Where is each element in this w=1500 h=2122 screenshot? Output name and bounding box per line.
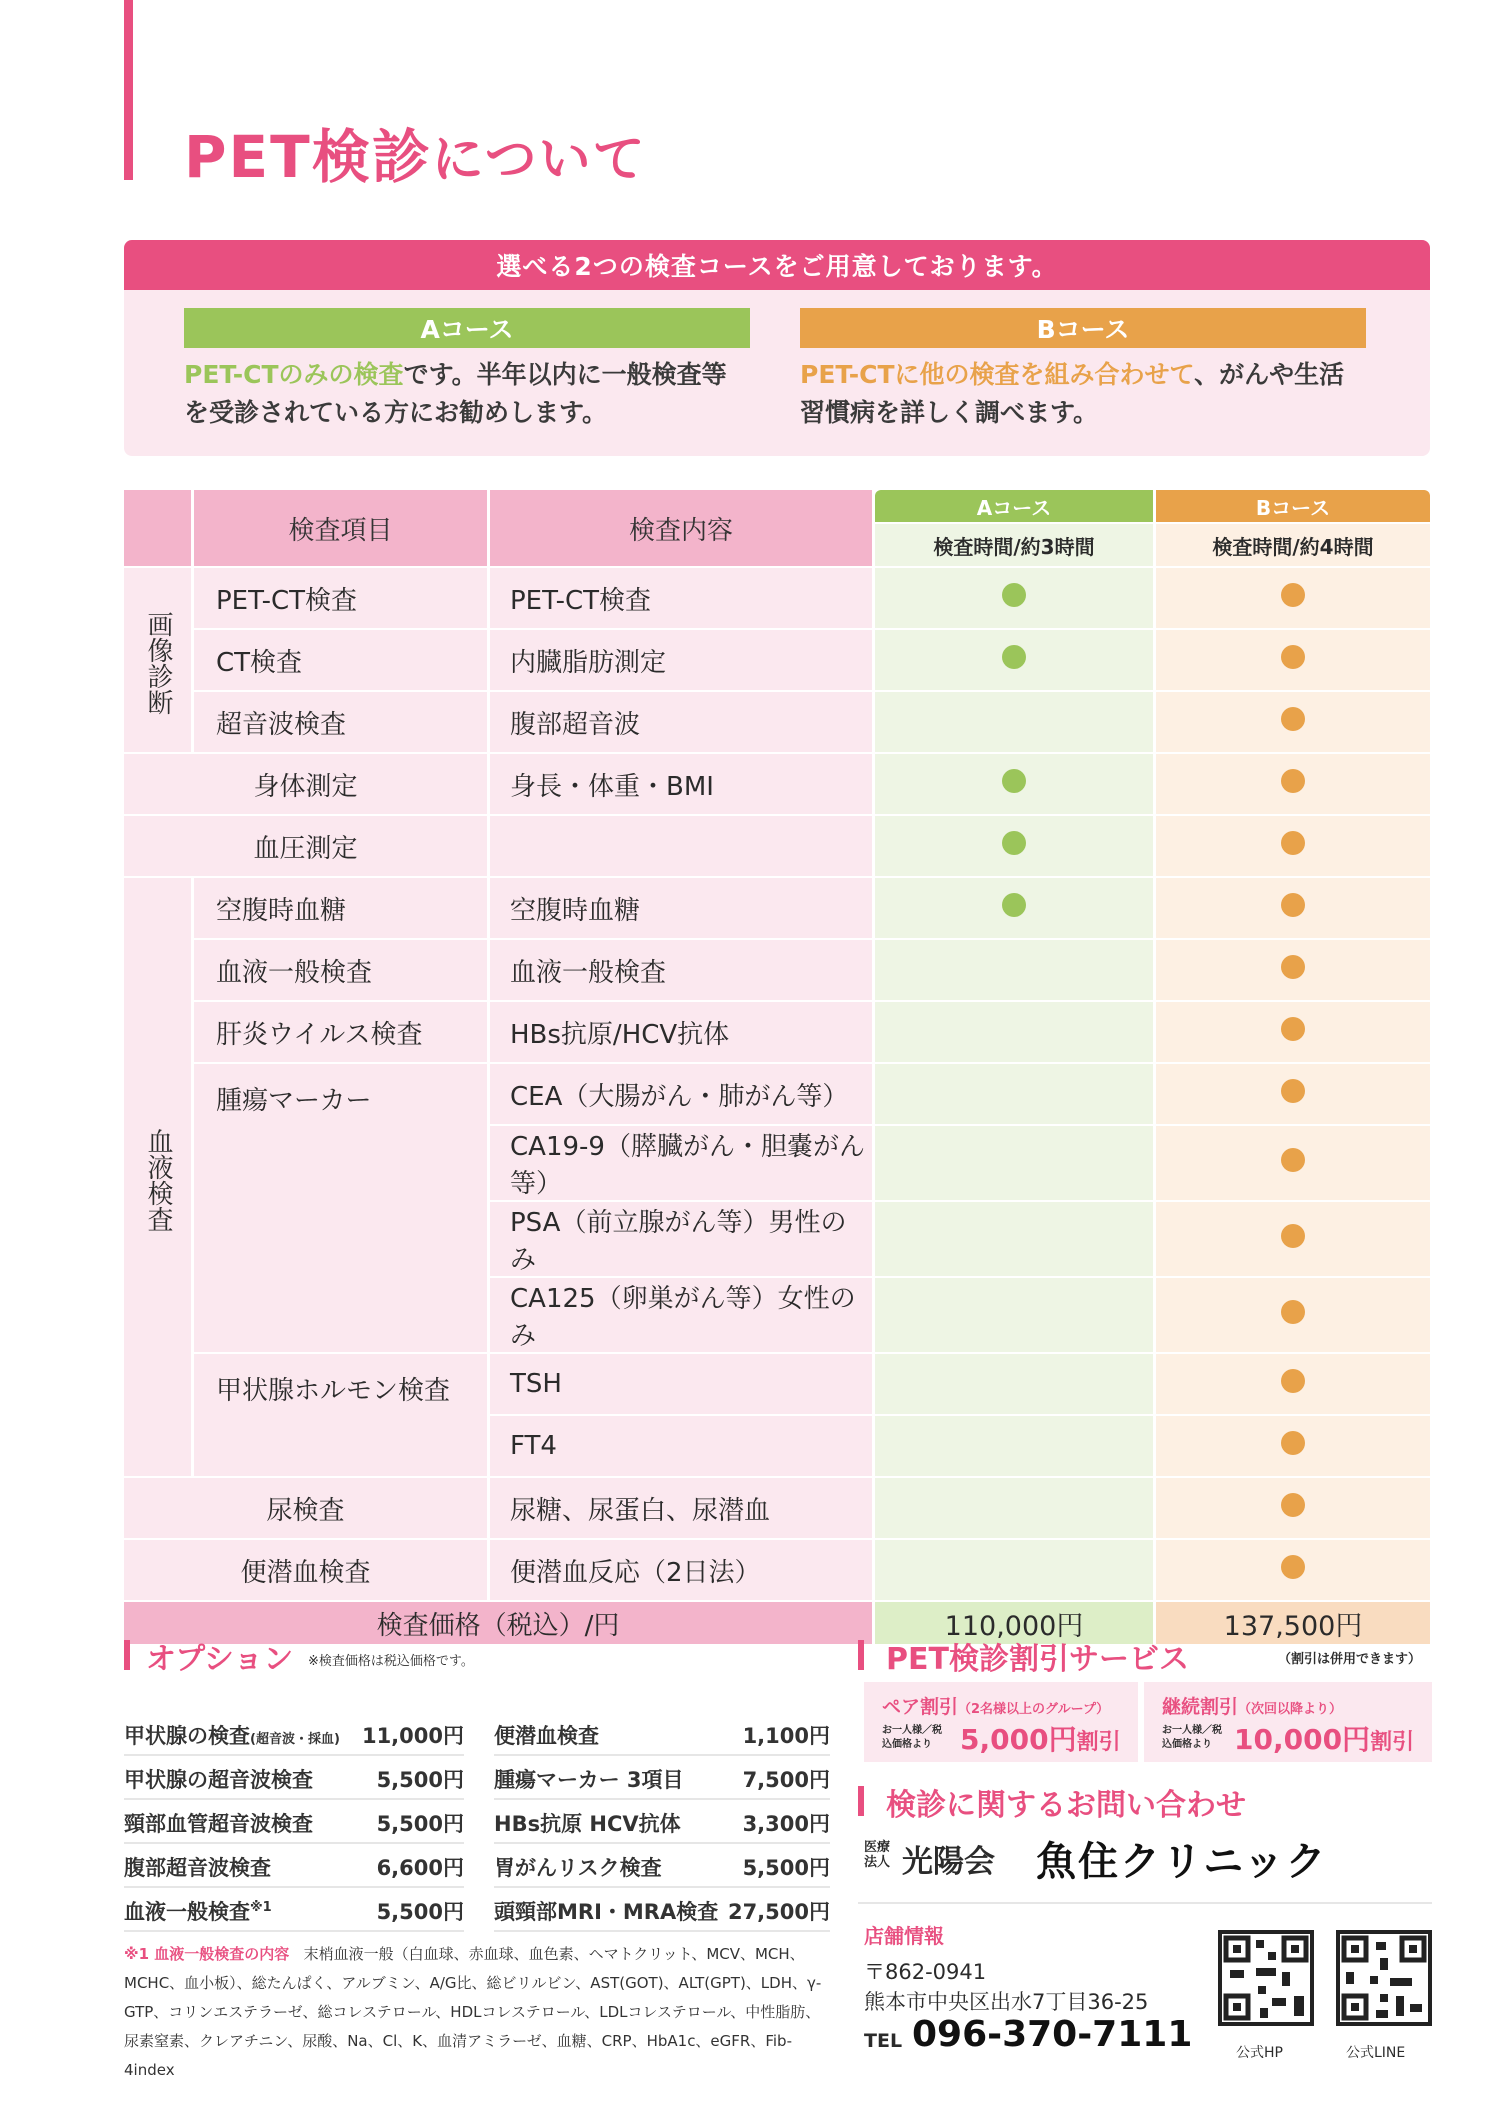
course-a-label: Aコース xyxy=(184,308,750,348)
course-b-cell xyxy=(1156,1278,1430,1354)
contact-title: 検診に関するお問い合わせ xyxy=(886,1788,1246,1823)
exam-content: PET-CT検査 xyxy=(490,568,875,630)
option-price: 1,100円 xyxy=(742,1724,830,1748)
table-row xyxy=(124,940,1430,1002)
header-content: 検査内容 xyxy=(490,490,875,568)
course-a-cell xyxy=(875,1002,1156,1064)
course-b-included-dot xyxy=(1281,583,1305,607)
pair-discount-label: ペア割引（2名様以上のグループ） xyxy=(882,1696,1110,1718)
price-course-a: 110,000円 xyxy=(875,1602,1156,1646)
course-b-included-dot xyxy=(1281,893,1305,917)
header-item: 検査項目 xyxy=(194,490,490,568)
course-a-included-dot xyxy=(1002,583,1026,607)
corp-type: 医療法人 xyxy=(864,1840,891,1870)
course-b-cell xyxy=(1156,1126,1430,1202)
course-intro-heading: 選べる2つの検査コースをご用意しております。 xyxy=(124,240,1430,290)
option-price: 5,500円 xyxy=(376,1900,464,1924)
address: 熊本市中央区出水7丁目36-25 xyxy=(864,1990,1149,2014)
course-a-included-dot xyxy=(1002,769,1026,793)
option-name-text: 腹部超音波検査 xyxy=(124,1856,271,1880)
course-a-included-dot xyxy=(1002,831,1026,855)
header-course-a-time: 検査時間/約3時間 xyxy=(875,524,1156,568)
exam-content: TSH xyxy=(490,1354,875,1416)
clinic-name: 魚住クリニック xyxy=(1036,1839,1328,1885)
table-row xyxy=(124,630,1430,692)
exam-item: 腫瘍マーカー xyxy=(194,1064,490,1354)
course-a-cell xyxy=(875,692,1156,754)
option-row xyxy=(494,1896,830,1926)
exam-content: CA125（卵巣がん等）女性のみ xyxy=(490,1278,875,1354)
course-b-cell xyxy=(1156,1540,1430,1602)
table-row xyxy=(124,1478,1430,1540)
option-name xyxy=(494,1808,681,1838)
category-blood-test: 血液検査 xyxy=(124,878,194,1478)
course-b-cell xyxy=(1156,1002,1430,1064)
option-row xyxy=(124,1852,464,1882)
option-name-text: 便潜血検査 xyxy=(494,1724,599,1748)
course-a-cell xyxy=(875,1354,1156,1416)
course-a-included-dot xyxy=(1002,893,1026,917)
table-row xyxy=(124,568,1430,630)
option-name xyxy=(494,1896,718,1926)
option-row xyxy=(494,1764,830,1794)
option-name xyxy=(124,1764,313,1794)
course-b-included-dot xyxy=(1281,769,1305,793)
options-footnote: ※1 血液一般検査の内容 末梢血液一般（白血球、赤血球、血色素、ヘマトクリット、MCV、MCH、MCHC、血小板）、総たんぱく、アルブミン、A/G比、総ビリルビン、AST(GOT)、ALT(GPT)、LDH、γ-GTP、コリンエステラーゼ、総コレステロール、HDLコレステロール、LDLコレステロール、中性脂肪、尿素窒素、クレアチニン、尿酸、Na、Cl、K、血清アミラーゼ、血糖、CRP、HbA1c、eGFR、Fib-4index xyxy=(124,1945,822,2079)
course-a-cell xyxy=(875,940,1156,1002)
exam-content: HBs抗原/HCV抗体 xyxy=(490,1002,875,1064)
option-divider xyxy=(124,1842,464,1844)
table-row xyxy=(124,754,1430,816)
option-price: 7,500円 xyxy=(742,1768,830,1792)
header-course-b: Bコース xyxy=(1156,490,1430,524)
continue-discount-amount: 10,000円割引 xyxy=(1234,1723,1415,1756)
option-name xyxy=(124,1852,271,1882)
course-b-included-dot xyxy=(1281,831,1305,855)
option-divider xyxy=(124,1798,464,1800)
option-row xyxy=(494,1852,830,1882)
course-a-cell xyxy=(875,754,1156,816)
option-divider xyxy=(494,1842,830,1844)
exam-item: PET-CT検査 xyxy=(194,568,490,630)
option-divider xyxy=(124,1754,464,1756)
discount-title: PET検診割引サービス xyxy=(886,1642,1189,1677)
exam-item: 甲状腺ホルモン検査 xyxy=(194,1354,490,1478)
course-b-included-dot xyxy=(1281,1431,1305,1455)
price-course-b: 137,500円 xyxy=(1156,1602,1430,1646)
table-row xyxy=(124,692,1430,754)
exam-content: 血液一般検査 xyxy=(490,940,875,1002)
header-blank xyxy=(124,490,194,568)
option-name-text: 甲状腺の検査 xyxy=(124,1724,250,1748)
discount-note: （割引は併用できます） xyxy=(1278,1652,1422,1667)
course-a-included-dot xyxy=(1002,645,1026,669)
option-name-text: 胃がんリスク検査 xyxy=(494,1856,662,1880)
category-image-diagnosis: 画像診断 xyxy=(124,568,194,754)
qr-label-line: 公式LINE xyxy=(1346,2045,1406,2061)
option-name-text: 腫瘍マーカー 3項目 xyxy=(494,1768,684,1792)
options-title: オプション xyxy=(146,1642,294,1677)
course-a-cell xyxy=(875,1202,1156,1278)
course-a-cell xyxy=(875,1064,1156,1126)
option-price: 3,300円 xyxy=(742,1812,830,1836)
course-b-included-dot xyxy=(1281,1079,1305,1103)
pair-discount-amount: 5,000円割引 xyxy=(960,1723,1121,1756)
exam-content: 内臓脂肪測定 xyxy=(490,630,875,692)
option-divider xyxy=(494,1754,830,1756)
qr-code-hp[interactable] xyxy=(1218,1930,1314,2026)
course-b-cell xyxy=(1156,1416,1430,1478)
table-row xyxy=(124,878,1430,940)
exam-content: 身長・体重・BMI xyxy=(490,754,875,816)
exam-content: 腹部超音波 xyxy=(490,692,875,754)
course-b-cell xyxy=(1156,816,1430,878)
exam-item: 身体測定 xyxy=(124,754,490,816)
options-marker xyxy=(124,1640,130,1670)
options-note: ※検査価格は税込価格です。 xyxy=(308,1654,474,1669)
continue-discount-small: お一人様／税込価格より xyxy=(1162,1725,1222,1750)
exam-content: CA19-9（膵臓がん・胆嚢がん等） xyxy=(490,1126,875,1202)
course-b-cell xyxy=(1156,878,1430,940)
course-a-cell xyxy=(875,630,1156,692)
store-info-label: 店舗情報 xyxy=(864,1924,944,1948)
option-name xyxy=(124,1808,313,1838)
table-row xyxy=(124,816,1430,878)
course-b-included-dot xyxy=(1281,1148,1305,1172)
option-row xyxy=(124,1720,464,1750)
course-b-included-dot xyxy=(1281,707,1305,731)
option-name-text: 甲状腺の超音波検査 xyxy=(124,1768,313,1792)
exam-item: 超音波検査 xyxy=(194,692,490,754)
course-a-cell xyxy=(875,1540,1156,1602)
course-a-cell xyxy=(875,568,1156,630)
course-a-cell xyxy=(875,816,1156,878)
option-price: 5,500円 xyxy=(376,1768,464,1792)
exam-item: 便潜血検査 xyxy=(124,1540,490,1602)
exam-item: 尿検査 xyxy=(124,1478,490,1540)
option-name xyxy=(494,1764,684,1794)
option-name-text: HBs抗原 HCV抗体 xyxy=(494,1812,681,1836)
option-divider xyxy=(124,1930,464,1932)
contact-divider xyxy=(858,1902,1432,1904)
course-b-label: Bコース xyxy=(800,308,1366,348)
course-a-cell xyxy=(875,1478,1156,1540)
tel-number[interactable]: 096-370-7111 xyxy=(912,2014,1193,2055)
option-row xyxy=(124,1764,464,1794)
option-sub: (超音波・採血) xyxy=(250,1732,340,1747)
table-row xyxy=(124,1002,1430,1064)
exam-item: 肝炎ウイルス検査 xyxy=(194,1002,490,1064)
price-label: 検査価格（税込）/円 xyxy=(124,1602,875,1646)
course-b-included-dot xyxy=(1281,1017,1305,1041)
page-title: PET検診について xyxy=(184,123,647,191)
exam-table xyxy=(124,490,1430,1646)
table-row xyxy=(124,1064,1430,1126)
course-a-description: PET-CTのみの検査です。半年以内に一般検査等 を受診されている方にお勧めします。 xyxy=(184,360,727,427)
option-name xyxy=(494,1852,662,1882)
option-name-text: 頭頸部MRI・MRA検査 xyxy=(494,1900,719,1924)
option-row xyxy=(124,1896,464,1926)
option-name xyxy=(124,1720,340,1750)
option-row xyxy=(494,1720,830,1750)
contact-marker xyxy=(858,1786,864,1816)
option-sub: ※1 xyxy=(250,1900,272,1915)
course-b-cell xyxy=(1156,1202,1430,1278)
qr-code-line[interactable] xyxy=(1336,1930,1432,2026)
course-b-cell xyxy=(1156,1064,1430,1126)
option-row xyxy=(494,1808,830,1838)
option-name xyxy=(124,1896,272,1926)
option-row xyxy=(124,1808,464,1838)
course-b-included-dot xyxy=(1281,1369,1305,1393)
course-b-cell xyxy=(1156,1478,1430,1540)
course-a-cell xyxy=(875,1278,1156,1354)
option-price: 6,600円 xyxy=(376,1856,464,1880)
course-b-included-dot xyxy=(1281,1555,1305,1579)
corp-name: 光陽会 xyxy=(902,1844,995,1880)
exam-item: 空腹時血糖 xyxy=(194,878,490,940)
option-name-text: 血液一般検査 xyxy=(124,1900,250,1924)
course-b-cell xyxy=(1156,754,1430,816)
course-b-cell xyxy=(1156,1354,1430,1416)
option-price: 5,500円 xyxy=(742,1856,830,1880)
course-a-cell xyxy=(875,1416,1156,1478)
continue-discount-label: 継続割引（次回以降より） xyxy=(1162,1696,1343,1718)
zip-code: 〒862-0941 xyxy=(864,1960,987,1984)
exam-content: 尿糖、尿蛋白、尿潜血 xyxy=(490,1478,875,1540)
option-name xyxy=(494,1720,599,1750)
course-b-included-dot xyxy=(1281,1224,1305,1248)
option-divider xyxy=(494,1798,830,1800)
course-b-cell xyxy=(1156,630,1430,692)
option-divider xyxy=(494,1886,830,1888)
qr-label-hp: 公式HP xyxy=(1236,2045,1283,2061)
option-divider xyxy=(124,1886,464,1888)
course-a-cell xyxy=(875,878,1156,940)
table-row xyxy=(124,1540,1430,1602)
course-b-description: PET-CTに他の検査を組み合わせて、がんや生活 習慣病を詳しく調べます。 xyxy=(800,360,1345,427)
course-b-included-dot xyxy=(1281,1300,1305,1324)
exam-item: CT検査 xyxy=(194,630,490,692)
exam-content: 空腹時血糖 xyxy=(490,878,875,940)
accent-bar xyxy=(124,0,133,180)
tel-label: TEL xyxy=(864,2030,903,2052)
exam-content: FT4 xyxy=(490,1416,875,1478)
course-b-cell xyxy=(1156,692,1430,754)
exam-content: PSA（前立腺がん等）男性のみ xyxy=(490,1202,875,1278)
option-price: 5,500円 xyxy=(376,1812,464,1836)
exam-item: 血圧測定 xyxy=(124,816,490,878)
exam-content xyxy=(490,816,875,878)
exam-item: 血液一般検査 xyxy=(194,940,490,1002)
discount-marker xyxy=(858,1640,864,1670)
table-row xyxy=(124,1354,1430,1416)
pair-discount-small: お一人様／税込価格より xyxy=(882,1725,942,1750)
course-b-cell xyxy=(1156,568,1430,630)
course-b-cell xyxy=(1156,940,1430,1002)
pair-discount-box xyxy=(864,1682,1138,1762)
continue-discount-box xyxy=(1144,1682,1432,1762)
option-divider xyxy=(494,1930,830,1932)
option-name-text: 頸部血管超音波検査 xyxy=(124,1812,313,1836)
course-b-included-dot xyxy=(1281,955,1305,979)
course-b-included-dot xyxy=(1281,1493,1305,1517)
header-course-a: Aコース xyxy=(875,490,1156,524)
exam-content: 便潜血反応（2日法） xyxy=(490,1540,875,1602)
option-price: 27,500円 xyxy=(727,1900,830,1924)
course-a-cell xyxy=(875,1126,1156,1202)
header-course-b-time: 検査時間/約4時間 xyxy=(1156,524,1430,568)
option-price: 11,000円 xyxy=(361,1724,464,1748)
course-b-included-dot xyxy=(1281,645,1305,669)
exam-content: CEA（大腸がん・肺がん等） xyxy=(490,1064,875,1126)
